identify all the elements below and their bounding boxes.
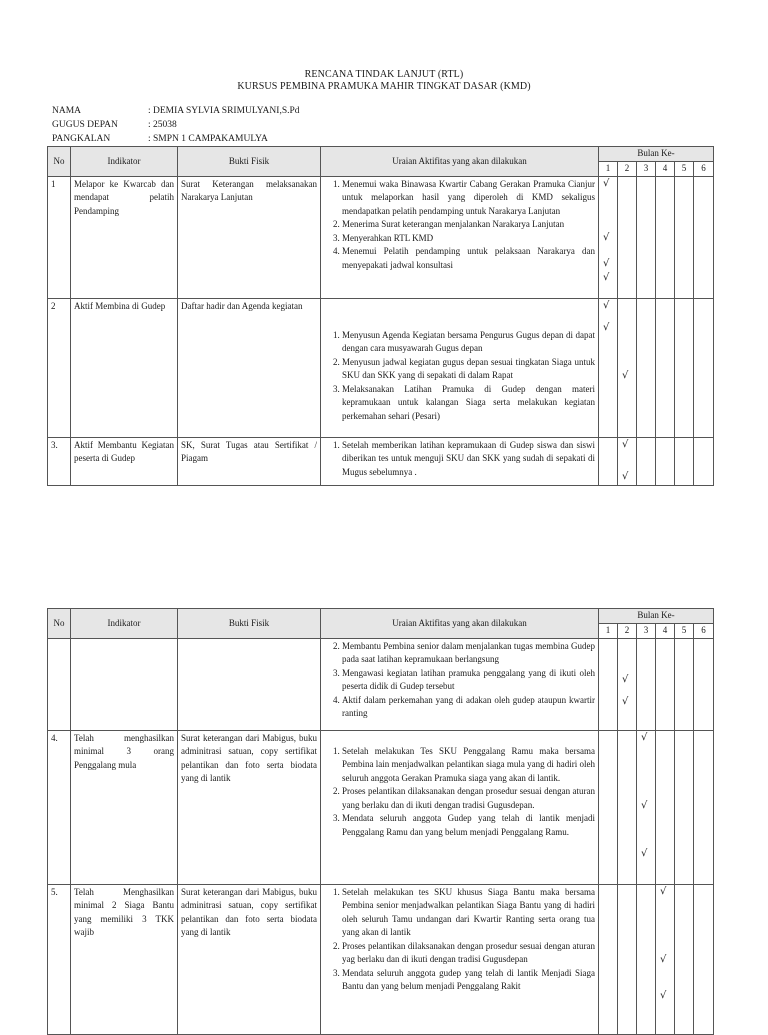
month-cell (694, 730, 714, 884)
row-indikator: Melapor ke Kwarcab dan mendapat pelatih Pendamping (71, 176, 178, 298)
activity-item: 4. Aktif dalam perkemahan yang di adakan oleh gudep ataupun kwartir ranting (342, 694, 595, 721)
row-uraian (321, 884, 599, 1034)
month-cell (675, 730, 694, 884)
month-cell (656, 884, 675, 1034)
table-row (48, 176, 714, 298)
row-no: 1 (48, 176, 71, 298)
month-cell (694, 884, 714, 1034)
row-uraian (321, 638, 599, 730)
header-bukti-fisik: Bukti Fisik (178, 147, 321, 177)
meta-gudep: GUGUS DEPAN : 25038 (52, 120, 177, 130)
month-cell (637, 437, 656, 485)
month-cell (656, 298, 675, 437)
month-cell (675, 176, 694, 298)
meta-block (52, 104, 300, 146)
row-uraian (321, 176, 599, 298)
check-mark: √ (622, 438, 629, 450)
month-cell (694, 638, 714, 730)
month-cell (675, 298, 694, 437)
month-cell (637, 730, 656, 884)
month-cell (637, 176, 656, 298)
check-mark: √ (603, 231, 610, 243)
activity-item: 1. Setelah memberikan latihan kepramukaan di Gudep siswa dan siswi diberikan tes untuk menguji SKU dan SKK yang sudah di sepakati di Mugus sebelumnya . (342, 439, 595, 480)
row-no: 4. (48, 730, 71, 884)
row-indikator: Telah Menghasilkan minimal 2 Siaga Bantu yang memiliki 3 TKK wajib (71, 884, 178, 1034)
rtl-table-2 (47, 608, 714, 1035)
activity-item: 2. Menerima Surat keterangan menjalankan Narakarya Lanjutan (342, 218, 595, 232)
month-cell (618, 437, 637, 485)
row-uraian (321, 298, 599, 437)
row-bukti-fisik: Daftar hadir dan Agenda kegiatan (178, 298, 321, 437)
month-cell (675, 884, 694, 1034)
header-month-5: 5 (675, 161, 694, 176)
header-month-4: 4 (656, 623, 675, 638)
header-uraian: Uraian Aktifitas yang akan dilakukan (321, 609, 599, 639)
row-no: 2 (48, 298, 71, 437)
header-bulan: Bulan Ke- (599, 147, 714, 162)
row-uraian (321, 730, 599, 884)
header-uraian: Uraian Aktifitas yang akan dilakukan (321, 147, 599, 177)
header-month-2: 2 (618, 161, 637, 176)
row-no: 5. (48, 884, 71, 1034)
month-cell (637, 638, 656, 730)
header-month-3: 3 (637, 161, 656, 176)
check-mark: √ (622, 369, 629, 381)
header-month-3: 3 (637, 623, 656, 638)
month-cell (599, 176, 618, 298)
header-month-1: 1 (599, 623, 618, 638)
check-mark: √ (622, 695, 629, 707)
month-cell (675, 638, 694, 730)
document-title: RENCANA TINDAK LANJUT (RTL) (304, 69, 464, 80)
check-mark: √ (603, 177, 610, 189)
month-cell (637, 884, 656, 1034)
row-no (48, 638, 71, 730)
check-mark: √ (603, 271, 610, 283)
activity-item: 2. Membantu Pembina senior dalam menjalankan tugas membina Gudep pada saat latihan kepramukaan berlangsung (342, 640, 595, 667)
check-mark: √ (603, 257, 610, 269)
row-bukti-fisik: SK, Surat Tugas atau Sertifikat / Piagam (178, 437, 321, 485)
header-no: No (48, 609, 71, 639)
activity-item: 1. Setelah melakukan Tes SKU Penggalang Ramu maka bersama Pembina lain menjadwalkan pelantikan siaga mula yang di hadiri oleh seluruh anggota Gerakan Pramuka siaga yang akan di lantik. (342, 745, 595, 786)
rtl-table-1 (47, 146, 714, 486)
table-row (48, 437, 714, 485)
activity-item: 1. Setelah melakukan tes SKU khusus Siaga Bantu maka bersama Pembina senior menjadwalkan pelantikan Siaga Bantu yang di hadiri oleh seluruh Tamu undangan dari Kwartir Ranting serta orang tua yang akan di lantik (342, 886, 595, 940)
header-month-6: 6 (694, 161, 714, 176)
month-cell (599, 437, 618, 485)
header-month-1: 1 (599, 161, 618, 176)
activity-item: 2. Menyusun jadwal kegiatan gugus depan sesuai tingkatan Siaga untuk SKU dan SKK yang di sepakati di dalam Rapat (342, 356, 595, 383)
activity-item: 3. Menyerahkan RTL KMD (342, 232, 595, 246)
header-bulan: Bulan Ke- (599, 609, 714, 624)
month-cell (599, 638, 618, 730)
row-bukti-fisik: Surat keterangan dari Mabigus, buku adminitrasi satuan, copy sertifikat pelantikan dan foto serta biodata yang di lantik (178, 884, 321, 1034)
row-no: 3. (48, 437, 71, 485)
header-month-5: 5 (675, 623, 694, 638)
month-cell (618, 176, 637, 298)
check-mark: √ (641, 799, 648, 811)
header-month-2: 2 (618, 623, 637, 638)
row-bukti-fisik: Surat keterangan dari Mabigus, buku adminitrasi satuan, copy sertifikat pelantikan dan foto serta biodata yang di lantik (178, 730, 321, 884)
row-indikator: Aktif Membantu Kegiatan peserta di Gudep (71, 437, 178, 485)
document-subtitle: KURSUS PEMBINA PRAMUKA MAHIR TINGKAT DASAR (KMD) (237, 81, 531, 92)
check-mark: √ (641, 847, 648, 859)
month-cell (618, 298, 637, 437)
activity-item: 3. Mendata seluruh anggota Gudep yang telah di lantik menjadi Penggalang Ramu dan yang belum menjadi Penggalang Ramu. (342, 812, 595, 839)
table-row (48, 638, 714, 730)
month-cell (599, 884, 618, 1034)
month-cell (656, 730, 675, 884)
month-cell (618, 638, 637, 730)
check-mark: √ (603, 321, 610, 333)
activity-item: 1. Menyusun Agenda Kegiatan bersama Pengurus Gugus depan di dapat dengan cara musyawarah Gugus depan (342, 329, 595, 356)
row-indikator: Telah menghasilkan minimal 3 orang Penggalang mula (71, 730, 178, 884)
table-row (48, 730, 714, 884)
check-mark: √ (660, 953, 667, 965)
month-cell (694, 176, 714, 298)
month-cell (618, 730, 637, 884)
check-mark: √ (603, 299, 610, 311)
month-cell (599, 298, 618, 437)
month-cell (656, 176, 675, 298)
header-indikator: Indikator (71, 609, 178, 639)
header-no: No (48, 147, 71, 177)
header-bukti-fisik: Bukti Fisik (178, 609, 321, 639)
month-cell (694, 437, 714, 485)
month-cell (618, 884, 637, 1034)
row-indikator (71, 638, 178, 730)
meta-pangkalan: PANGKALAN : SMPN 1 CAMPAKAMULYA (52, 134, 268, 144)
activity-item: 2. Proses pelantikan dilaksanakan dengan prosedur sesuai dengan aturan yang berlaku dan di ikuti dengan tradisi Gugusdepan. (342, 785, 595, 812)
table-row (48, 298, 714, 437)
header-month-4: 4 (656, 161, 675, 176)
month-cell (656, 638, 675, 730)
activity-item: 3. Mengawasi kegiatan latihan pramuka penggalang yang di ikuti oleh peserta didik di Gudep tersebut (342, 667, 595, 694)
activity-item: 2. Proses pelantikan dilaksanakan dengan prosedur sesuai dengan aturan yag berlaku dan di ikuti dengan tradisi Gugusdepan (342, 940, 595, 967)
check-mark: √ (641, 731, 648, 743)
month-cell (599, 730, 618, 884)
header-month-6: 6 (694, 623, 714, 638)
activity-item: 3. Mendata seluruh anggota gudep yang telah di lantik Menjadi Siaga Bantu dan yang belum menjadi Penggalang Rakit (342, 967, 595, 994)
header-indikator: Indikator (71, 147, 178, 177)
activity-item: 4. Menemui Pelatih pendamping untuk pelaksaan Narakarya dan menyepakati jadwal konsultasi (342, 245, 595, 272)
row-bukti-fisik (178, 638, 321, 730)
month-cell (675, 437, 694, 485)
row-uraian (321, 437, 599, 485)
row-indikator: Aktif Membina di Gudep (71, 298, 178, 437)
month-cell (656, 437, 675, 485)
row-bukti-fisik: Surat Keterangan melaksanakan Narakarya Lanjutan (178, 176, 321, 298)
check-mark: √ (622, 673, 629, 685)
check-mark: √ (660, 989, 667, 1001)
activity-item: 1. Menemui waka Binawasa Kwartir Cabang Gerakan Pramuka Cianjur untuk melaporkan hasil yang diperoleh di KMD sekaligus mendapatkan pelatih pendamping untuk Narakarya Lanjutan (342, 178, 595, 219)
activity-item: 3. Melaksanakan Latihan Pramuka di Gudep dengan materi kepramukaan untuk kalangan Siaga serta melakukan kegiatan perkemahan sehari (Pesari) (342, 383, 595, 424)
check-mark: √ (622, 470, 629, 482)
check-mark: √ (660, 885, 667, 897)
table-row (48, 884, 714, 1034)
month-cell (694, 298, 714, 437)
month-cell (637, 298, 656, 437)
meta-name: NAMA : DEMIA SYLVIA SRIMULYANI,S.Pd (52, 106, 300, 116)
